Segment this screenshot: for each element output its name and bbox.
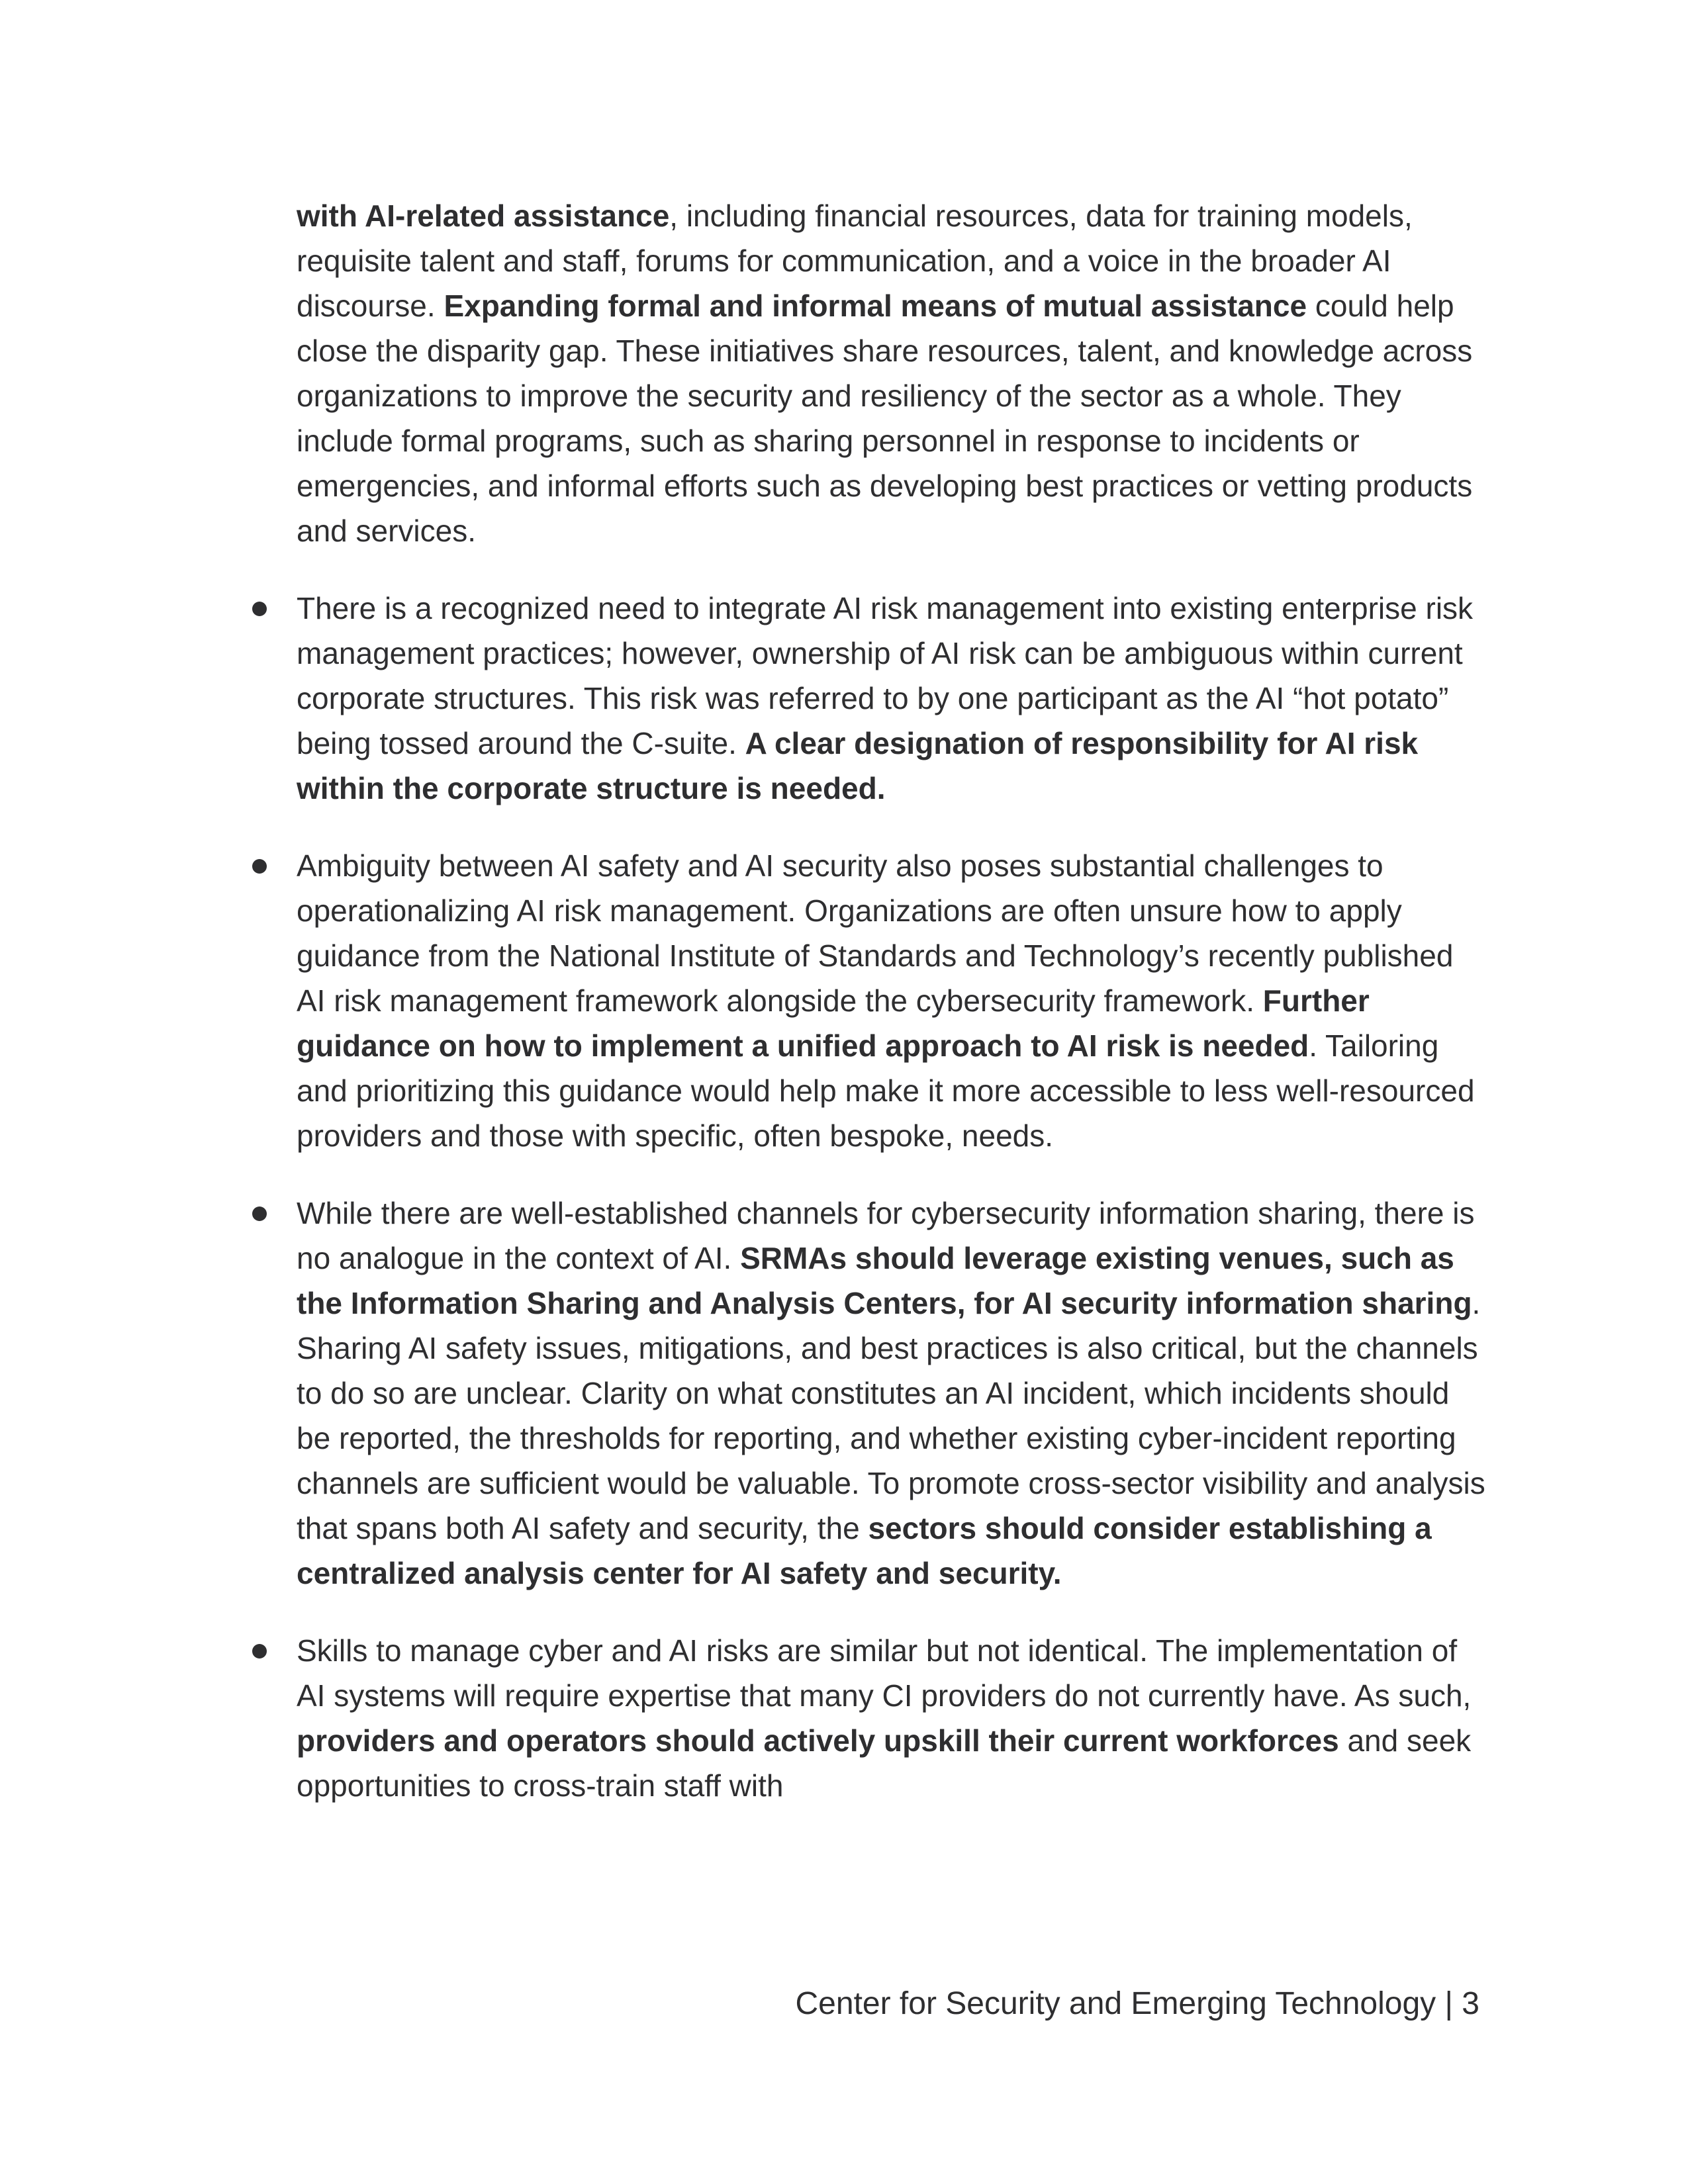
text-run: sectors should consider establishing a centralized analysis center for AI safety and security. [297, 1511, 1432, 1590]
text-run: , including financial resources, data for training models, requisite talent and staff, forums for communication, and a voice in the broader AI discourse. [297, 199, 1413, 323]
bullet-paragraph [297, 1191, 1488, 1596]
list-item [297, 586, 1488, 811]
text-run: A clear designation of responsibility for AI risk within the corporate structure is needed. [297, 726, 1419, 805]
bullet-icon [252, 859, 267, 874]
text-run: Expanding formal and informal means of mutual assistance [444, 289, 1307, 323]
text-run: . Tailoring and prioritizing this guidance would help make it more accessible to less well-resourced providers and those with specific, often bespoke, needs. [297, 1028, 1475, 1153]
text-run: Ambiguity between AI safety and AI security also poses substantial challenges to operationalizing AI risk management. Organizations are often unsure how to apply guidance from the National Institute of Standards and Technology’s recently published AI risk management framework alongside the cybersecurity framework. [297, 848, 1454, 1018]
text-run: Further guidance on how to implement a unified approach to AI risk is needed [297, 983, 1370, 1063]
bullet-paragraph [297, 1628, 1488, 1808]
bullet-list [297, 586, 1488, 1808]
bullet-icon [252, 1206, 267, 1221]
list-item [297, 843, 1488, 1158]
text-run: SRMAs should leverage existing venues, such as the Information Sharing and Analysis Centers, for AI security information sharing [297, 1241, 1472, 1320]
page-footer: Center for Security and Emerging Technology | 3 [795, 1986, 1479, 2021]
bullet-icon [252, 602, 267, 616]
page-body [297, 193, 1488, 1808]
text-run: could help close the disparity gap. These initiatives share resources, talent, and knowledge across organizations to improve the security and resiliency of the sector as a whole. They include formal programs, such as sharing personnel in response to incidents or emergencies, and informal efforts such as developing best practices or vetting products and services. [297, 289, 1473, 548]
text-run: Skills to manage cyber and AI risks are similar but not identical. The implementation of AI systems will require expertise that many CI providers do not currently have. As such, [297, 1633, 1472, 1713]
bullet-paragraph [297, 586, 1488, 811]
bullet-icon [252, 1644, 267, 1659]
text-run: and seek opportunities to cross-train staff with [297, 1723, 1472, 1803]
text-run: There is a recognized need to integrate AI risk management into existing enterprise risk management practices; however, ownership of AI risk can be ambiguous within current corporate structures. This risk was referred to by one participant as the AI “hot potato” being tossed around the C-suite. [297, 591, 1474, 760]
list-item [297, 1191, 1488, 1596]
text-run: with AI-related assistance [297, 199, 670, 233]
text-run: providers and operators should actively upskill their current workforces [297, 1723, 1339, 1758]
text-run: . Sharing AI safety issues, mitigations, and best practices is also critical, but the channels to do so are unclear. Clarity on what constitutes an AI incident, which incidents should be reported, the thresholds for reporting, and whether existing cyber-incident reporting channels are sufficient would be valuable. To promote cross-sector visibility and analysis that spans both AI safety and security, the [297, 1286, 1485, 1545]
intro-paragraph [297, 193, 1488, 553]
bullet-paragraph [297, 843, 1488, 1158]
list-item [297, 1628, 1488, 1808]
text-run: While there are well-established channels for cybersecurity information sharing, there is no analogue in the context of AI. [297, 1196, 1475, 1275]
